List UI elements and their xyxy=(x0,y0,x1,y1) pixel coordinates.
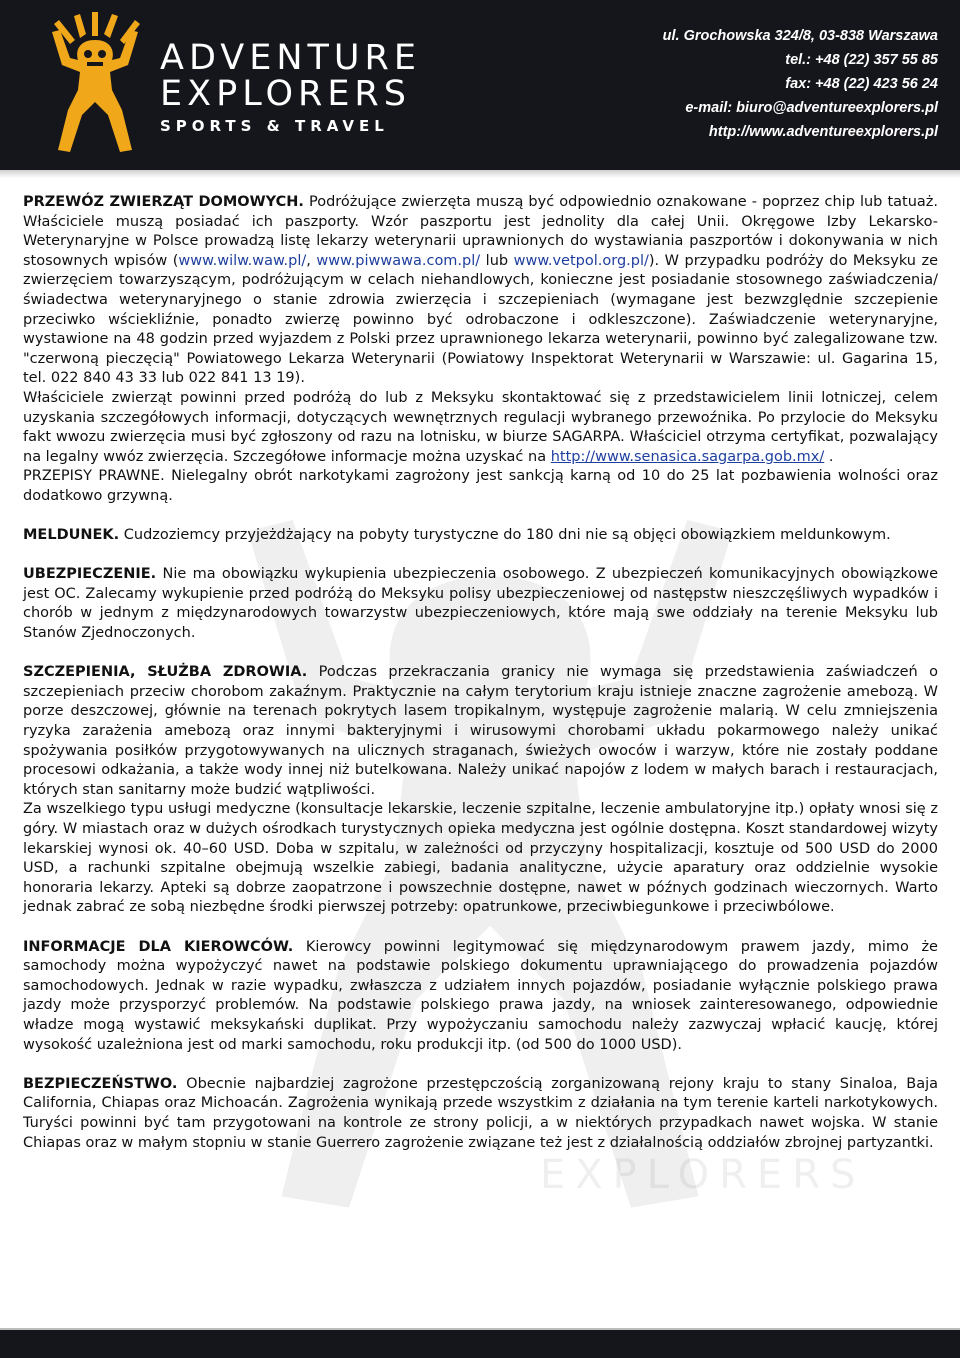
safety-paragraph: BEZPIECZEŃSTWO. Obecnie najbardziej zagrożone przestępczością zorganizowaną rejony kraju to stany Sinaloa, Baja California, Chiapas oraz Michoacán. Zagrożenia wynikają przede wszystkim z działania na tym terenie karteli narkotykowych. Turyści powinni być tam przygotowani na kontrole ze strony policji, a w niektórych przypadkach nawet wojska. W stanie Chiapas oraz w małym stopniu w stanie Guerrero zagrożenie związane też jest z działalnością oddziałów zbrojnej partyzantki. xyxy=(23,1075,938,1151)
link-senasica[interactable]: http://www.senasica.sagarpa.gob.mx/ xyxy=(550,448,825,465)
section-heading: INFORMACJE DLA KIEROWCÓW. xyxy=(23,938,294,955)
contact-block xyxy=(663,24,938,144)
brand-name-line2: EXPLORERS xyxy=(160,74,411,114)
section-heading: BEZPIECZEŃSTWO. xyxy=(23,1075,178,1092)
contact-address: ul. Grochowska 324/8, 03-838 Warszawa xyxy=(662,28,938,44)
pets-paragraph: PRZEWÓZ ZWIERZĄT DOMOWYCH. Podróżujące zwierzęta muszą być odpowiednio oznakowane - poprzez chip lub tatuaż. Właściciele muszą posiadać ich paszporty. Wzór paszportu jest jednolity dla całej Unii. Okręgowe Izby Lekarsko-Weterynaryjne w Polsce prowadzą listę lekarzy weterynarii uprawnionych do wystawiania paszportów i dokonywania w nich stosownych wpisów (www.wilw.waw.pl/, www.piwwawa.com.pl/ lub www.vetpol.org.pl/). W przypadku podróży do Meksyku ze zwierzęciem towarzyszącym, podróżującym w celach niehandlowych, konieczne jest posiadanie stosownego zaświadczenia/świadectwa weterynaryjnego o stanie zdrowia zwierzęcia i szczepieniach (wymagane jest bezwzględnie szczepienie przeciwko wściekliźnie, ponadto zwierzę powinno być odrobaczone i odkleszczone). Zaświadczenie weterynaryjne, wystawione na 48 godzin przed wyjazdem z Polski przez uprawnionego lekarza weterynarii, powinno być zalegalizowane tzw. "czerwoną pieczęcią" Powiatowego Lekarza Weterynarii (Powiatowy Inspektorat Weterynarii w Warszawie: ul. Gagarina 15, tel. 022 840 43 33 lub 022 841 13 19). xyxy=(23,194,938,387)
link-wilw[interactable]: www.wilw.waw.pl/ xyxy=(178,252,307,269)
contact-phone: tel.: +48 (22) 357 55 85 xyxy=(785,52,938,68)
legal-paragraph: PRZEPISY PRAWNE. Nielegalny obrót narkotykami zagrożony jest sankcją karną od 10 do 25 lat pozbawienia wolności oraz dodatkowo grzywną. xyxy=(23,468,938,504)
section-heading: UBEZPIECZENIE. xyxy=(23,566,157,583)
document-body xyxy=(23,193,938,1153)
letterhead-footer xyxy=(0,1330,960,1358)
tribal-figure-icon xyxy=(40,10,150,160)
link-piwwawa[interactable]: www.piwwawa.com.pl/ xyxy=(316,252,481,269)
health-paragraph-2: Za wszelkiego typu usługi medyczne (konsultacje lekarskie, leczenie szpitalne, leczenie ambulatoryjne itp.) opłaty wnosi się z góry. W miastach oraz w dużych ośrodkach turystycznych opieka medyczna jest ogólnie dostępna. Koszt standardowej wizyty lekarskiej wynosi ok. 40–60 USD. Doba w szpitalu, w zależności od przyczyny hospitalizacji, kosztuje od 500 USD do 2000 USD, a rachunki szpitalne obejmują wszelkie zabiegi, badania analityczne, użycie aparatury oraz oddzielnie wysokie honoraria lekarzy. Apteki są dobrze zaopatrzone i powszechnie dostępne, nawet w późnych godzinach wieczornych. Warto jednak zabrać ze sobą niezbędne środki pierwszej potrzeby: opatrunkowe, przeciwbiegunkowe i przeciwbólowe. xyxy=(23,801,938,916)
contact-website[interactable]: http://www.adventureexplorers.pl xyxy=(708,124,938,140)
health-paragraph: SZCZEPIENIA, SŁUŻBA ZDROWIA. Podczas przekraczania granicy nie wymaga się przedstawienia zaświadczeń o szczepieniach przeciw chorobom zakaźnym. Praktycznie na całym terytorium kraju istnieje znaczne zagrożenie amebozą. W porze deszczowej, głównie na terenach pokrytych lasem tropikalnym, występuje zagrożenie malarią. W celu zmniejszenia ryzyka zarażenia amebozą oraz innymi bakteryjnymi i wirusowymi chorobami układu pokarmowego należy unikać spożywania posiłków przygotowywanych na ulicznych straganach, świeżych owoców i warzyw, które nie zostały poddane procesowi odkażania, a także wody innej niż butelkowana. Należy unikać napojów z lodem w małych barach i restauracjach, których stan sanitarny może budzić wątpliwości. xyxy=(23,664,938,798)
header-divider xyxy=(0,170,960,178)
letterhead-header xyxy=(0,0,960,170)
section-heading: SZCZEPIENIA, SŁUŻBA ZDROWIA. xyxy=(23,664,308,681)
section-heading: MELDUNEK. xyxy=(23,527,120,544)
brand-tagline: SPORTS & TRAVEL xyxy=(160,117,389,135)
contact-email[interactable]: e-mail: biuro@adventureexplorers.pl xyxy=(685,100,938,116)
section-heading: PRZEWÓZ ZWIERZĄT DOMOWYCH. xyxy=(23,194,304,210)
watermark-text: EXPLORERS xyxy=(540,1152,866,1198)
contact-fax: fax: +48 (22) 423 56 24 xyxy=(785,76,938,92)
insurance-paragraph: UBEZPIECZENIE. Nie ma obowiązku wykupienia ubezpieczenia osobowego. Z ubezpieczeń komunikacyjnych obowiązkowe jest OC. Zalecamy wykupienie przed podróżą do Meksyku polisy ubezpieczeniowej od następstw nieszczęśliwych wypadków i chorób w jednym z międzynarodowych towarzystw ubezpieczeniowych, które mają swe oddziały na terenie Meksyku lub Stanów Zjednoczonych. xyxy=(23,566,938,642)
brand-name-line1: ADVENTURE xyxy=(160,38,421,78)
pets-paragraph-2: Właściciele zwierząt powinni przed podróżą do lub z Meksyku skontaktować się z przedstawicielem linii lotniczej, celem uzyskania szczegółowych informacji, dotyczących wewnętrznych regulacji wybranego przewoźnika. Po przylocie do Meksyku fakt wwozu zwierzęcia musi być zgłoszony od razu na lotnisku, w biurze SAGARPA. Właściciel otrzyma certyfikat, pozwalający na legalny wwóz zwierzęcia. Szczegółowe informacje można uzyskać na http://www.senasica.sagarpa.gob.mx/ . xyxy=(23,389,938,465)
link-vetpol[interactable]: www.vetpol.org.pl/ xyxy=(513,252,649,269)
meldunek-paragraph: MELDUNEK. Cudzoziemcy przyjeżdżający na pobyty turystyczne do 180 dni nie są objęci obowiązkiem meldunkowym. xyxy=(23,527,891,544)
drivers-paragraph: INFORMACJE DLA KIEROWCÓW. Kierowcy powinni legitymować się międzynarodowym prawem jazdy, mimo że samochody można wypożyczyć nawet na podstawie polskiego dokumentu uprawniającego do prowadzenia pojazdów samochodowych. Jednak w razie wypadku, zwłaszcza z udziałem innych pojazdów, posiadanie wyłącznie polskiego prawa jazdy może przysporzyć problemów. Na podstawie polskiego prawa jazdy, na wniosek zainteresowanego, odpowiednie władze mogą wystawić meksykański duplikat. Przy wypożyczaniu samochodu należy zazwyczaj wpłacić kaucję, której wysokość uzależniona jest od marki samochodu, roku produkcji itp. (od 500 do 1000 USD). xyxy=(23,938,938,1053)
